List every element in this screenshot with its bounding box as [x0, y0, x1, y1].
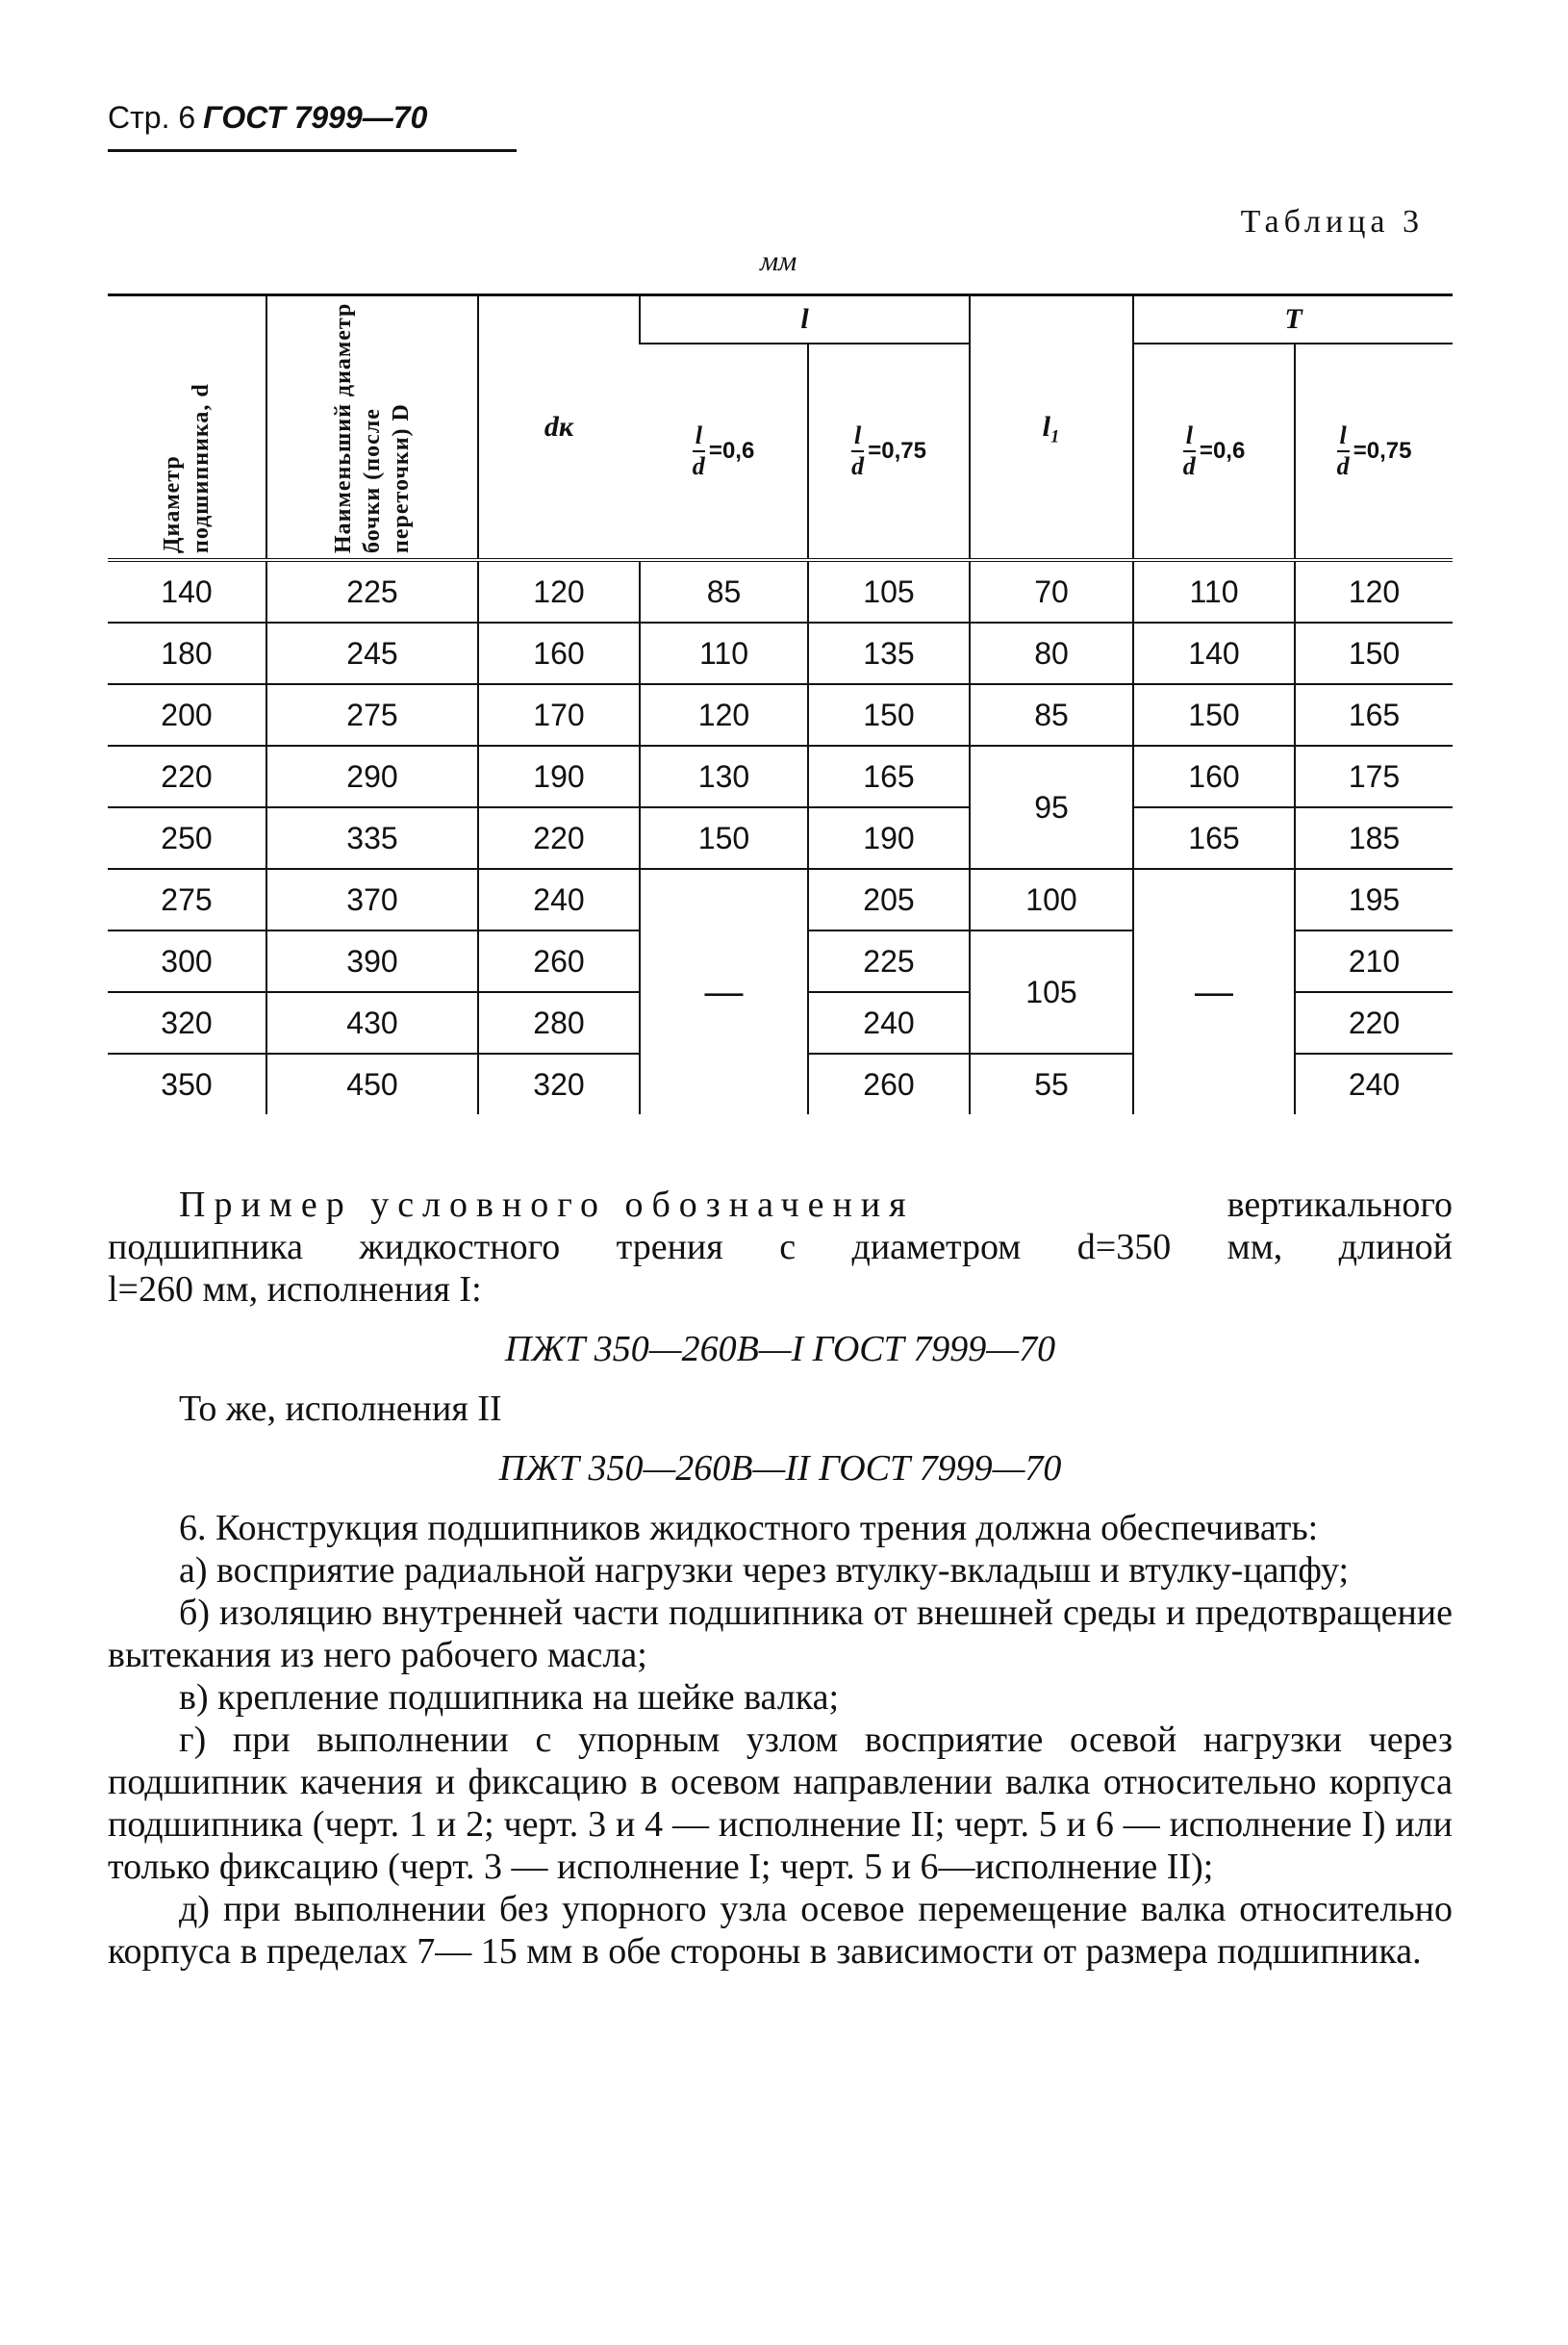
cell-l06: 85 [640, 560, 808, 623]
cell-T075: 185 [1295, 807, 1453, 869]
cell-dk: 160 [478, 623, 640, 684]
header-T-group: T [1133, 295, 1453, 344]
cell-l1-merged: 105 [970, 930, 1133, 1054]
list-item: в) крепление подшипника на шейке валка; [179, 1677, 840, 1718]
cell-dk: 170 [478, 684, 640, 746]
cell-l075: 105 [808, 560, 970, 623]
cell-T06: 150 [1133, 684, 1295, 746]
cell-l075: 205 [808, 869, 970, 930]
header-dk: dк [478, 295, 640, 561]
cell-T075: 195 [1295, 869, 1453, 930]
cell-T075: 165 [1295, 684, 1453, 746]
designation-1: ПЖТ 350—260В—I ГОСТ 7999—70 [504, 1329, 1056, 1369]
running-header [108, 100, 427, 136]
cell-T06: 160 [1133, 746, 1295, 807]
cell-l075: 190 [808, 807, 970, 869]
header-l1: l₁ [970, 295, 1133, 561]
cell-dk: 220 [478, 807, 640, 869]
cell-D: 290 [266, 746, 478, 807]
table-row [108, 623, 1453, 684]
cell-l1-merged: 95 [970, 746, 1133, 869]
cell-l1: 55 [970, 1054, 1133, 1114]
cell-D: 335 [266, 807, 478, 869]
cell-d: 250 [108, 807, 266, 869]
header-T-ratio-06: $\frac{l}{d}$ =0,6 [1133, 344, 1295, 560]
cell-dk: 320 [478, 1054, 640, 1114]
cell-l075: 225 [808, 930, 970, 992]
cell-l1: 70 [970, 560, 1133, 623]
clause-6: 6. Конструкция подшипников жидкостного трения должна обеспечивать: [179, 1508, 1319, 1548]
cell-dk: 280 [478, 992, 640, 1054]
cell-d: 275 [108, 869, 266, 930]
cell-dk: 260 [478, 930, 640, 992]
standard-number: ГОСТ 7999—70 [203, 100, 428, 135]
cell-l06-dash: — [640, 869, 808, 1114]
cell-T075: 220 [1295, 992, 1453, 1054]
cell-T075: 210 [1295, 930, 1453, 992]
cell-D: 245 [266, 623, 478, 684]
cell-l1: 100 [970, 869, 1133, 930]
cell-l075: 135 [808, 623, 970, 684]
cell-T06: 140 [1133, 623, 1295, 684]
cell-dk: 190 [478, 746, 640, 807]
table-units: мм [760, 245, 797, 277]
cell-D: 225 [266, 560, 478, 623]
clause-6-items [108, 1549, 1453, 1973]
list-item: д) при выполнении без упорного узла осевое перемещение валка относительно корпуса в пределах 7— 15 мм в обе стороны в зависимости от размера подшипника. [108, 1889, 1453, 1972]
header-barrel-diameter: Наименьший диаметр бочки (после переточки) D [266, 295, 478, 561]
example-paragraph-line-3: l=260 мм, исполнения I: [108, 1269, 482, 1310]
header-rule [108, 149, 517, 152]
example-paragraph-line-2: подшипника жидкостного трения с диаметром d=350 мм, длиной [108, 1227, 1453, 1267]
cell-d: 220 [108, 746, 266, 807]
list-item: б) изоляцию внутренней части подшипника от внешней среды и предотвращение вытекания из него рабочего масла; [108, 1593, 1453, 1675]
cell-l075: 150 [808, 684, 970, 746]
cell-l075: 240 [808, 992, 970, 1054]
table-row [108, 684, 1453, 746]
cell-l06: 110 [640, 623, 808, 684]
list-item: г) при выполнении с упорным узлом восприятие осевой нагрузки через подшипник качения и фиксацию в осевом направлении валка относительно корпуса подшипника (черт. 1 и 2; черт. 3 и 4 — исполнение II; черт. 5 и 6 — исполнение I) или только фиксацию (черт. 3 — исполнение I; черт. 5 и 6—исполнение II); [108, 1720, 1453, 1887]
cell-T06-dash: — [1133, 869, 1295, 1114]
body-text [108, 1184, 1453, 1973]
header-l-ratio-075: $\frac{l}{d}$ =0,75 [808, 344, 970, 560]
designation-2: ПЖТ 350—260В—II ГОСТ 7999—70 [498, 1448, 1062, 1489]
cell-dk: 240 [478, 869, 640, 930]
cell-d: 180 [108, 623, 266, 684]
table-caption: Таблица 3 [1240, 204, 1424, 240]
cell-D: 450 [266, 1054, 478, 1114]
cell-D: 275 [266, 684, 478, 746]
cell-D: 370 [266, 869, 478, 930]
list-item: а) восприятие радиальной нагрузки через втулку-вкладыш и втулку-цапфу; [179, 1550, 1349, 1591]
dimensions-table [108, 293, 1453, 1114]
cell-l06: 150 [640, 807, 808, 869]
table-row [108, 869, 1453, 930]
header-T-ratio-075: $\frac{l}{d}$ =0,75 [1295, 344, 1453, 560]
cell-T075: 120 [1295, 560, 1453, 623]
cell-T06: 165 [1133, 807, 1295, 869]
cell-l075: 165 [808, 746, 970, 807]
cell-T06: 110 [1133, 560, 1295, 623]
same-execution-line: То же, исполнения II [179, 1389, 502, 1429]
cell-d: 350 [161, 1066, 213, 1102]
cell-D: 390 [266, 930, 478, 992]
header-bearing-diameter: Диаметр подшипника, d [108, 295, 266, 561]
cell-d: 320 [108, 992, 266, 1054]
cell-l06: 120 [640, 684, 808, 746]
cell-l06: 130 [640, 746, 808, 807]
table-row [108, 746, 1453, 807]
table-row [108, 560, 1453, 623]
header-l-ratio-06: $\frac{l}{d}$ =0,6 [640, 344, 808, 560]
cell-d: 140 [108, 560, 266, 623]
page-label: Стр. 6 [108, 100, 196, 135]
cell-D: 430 [266, 992, 478, 1054]
cell-T075: 150 [1295, 623, 1453, 684]
header-l-group: l [640, 295, 970, 344]
table-row [108, 807, 1453, 869]
cell-T075: 175 [1295, 746, 1453, 807]
cell-l1: 85 [970, 684, 1133, 746]
cell-l075: 260 [808, 1054, 970, 1114]
cell-d: 200 [108, 684, 266, 746]
cell-d: 300 [108, 930, 266, 992]
cell-dk: 120 [478, 560, 640, 623]
cell-l1: 80 [970, 623, 1133, 684]
example-paragraph-line-1: Пример условного обозначения вертикального [179, 1185, 1453, 1225]
cell-T075: 240 [1295, 1054, 1453, 1114]
